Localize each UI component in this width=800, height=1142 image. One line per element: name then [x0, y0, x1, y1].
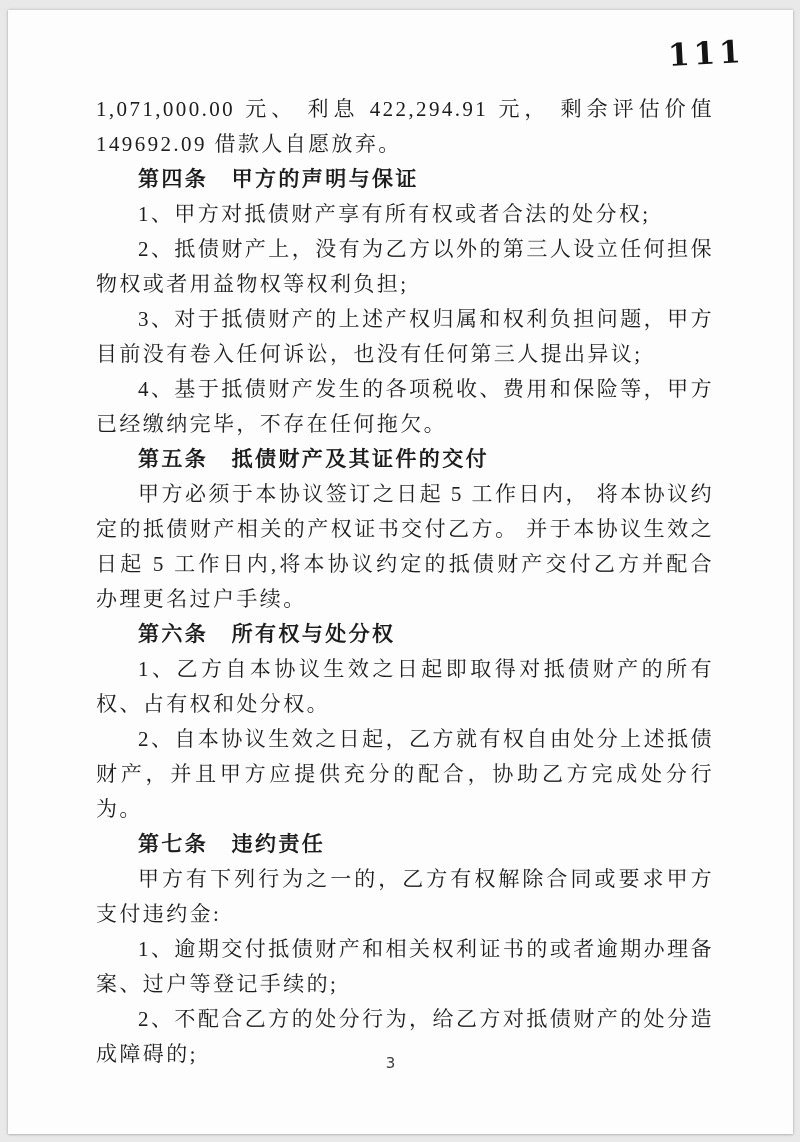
clause-body: 甲方必须于本协议签订之日起 5 工作日内， 将本协议约定的抵债财产相关的产权证书交付乙方。 并于本协议生效之日起 5 工作日内,将本协议约定的抵债财产交付乙方并配合办理更名过户手续。	[96, 482, 714, 611]
clause-item: 1、逾期交付抵债财产和相关权利证书的或者逾期办理备案、过户等登记手续的;	[96, 937, 714, 996]
contract-paragraph: 1,071,000.00 元、 利息 422,294.91 元， 剩余评估价值 149692.09 借款人自愿放弃。	[96, 97, 714, 156]
clause-item: 2、自本协议生效之日起，乙方就有权自由处分上述抵债财产，并且甲方应提供充分的配合，协助乙方完成处分行为。	[96, 727, 714, 821]
clause-body: 甲方有下列行为之一的，乙方有权解除合同或要求甲方支付违约金:	[96, 867, 714, 926]
clause-item: 1、甲方对抵债财产享有所有权或者合法的处分权;	[138, 202, 651, 226]
clause-item: 2、不配合乙方的处分行为，给乙方对抵债财产的处分造成障碍的;	[96, 1007, 714, 1066]
clause-item: 4、基于抵债财产发生的各项税收、费用和保险等，甲方已经缴纳完毕，不存在任何拖欠。	[96, 377, 714, 436]
clause-heading-article-4: 第四条 甲方的声明与保证	[138, 167, 419, 191]
clause-item: 3、对于抵债财产的上述产权归属和权利负担问题，甲方目前没有卷入任何诉讼，也没有任何第三人提出异议;	[96, 307, 714, 366]
footer-page-number: 3	[385, 1054, 396, 1072]
clause-heading-article-7: 第七条 违约责任	[138, 832, 326, 856]
clause-item: 1、乙方自本协议生效之日起即取得对抵债财产的所有权、占有权和处分权。	[96, 657, 714, 716]
page-stamp-number: 111	[667, 34, 746, 74]
clause-heading-article-5: 第五条 抵债财产及其证件的交付	[138, 447, 489, 471]
document-page	[8, 10, 793, 1134]
clause-heading-article-6: 第六条 所有权与处分权	[138, 622, 396, 646]
clause-item: 2、抵债财产上，没有为乙方以外的第三人设立任何担保物权或者用益物权等权利负担;	[96, 237, 714, 296]
contract-body	[96, 92, 714, 1072]
